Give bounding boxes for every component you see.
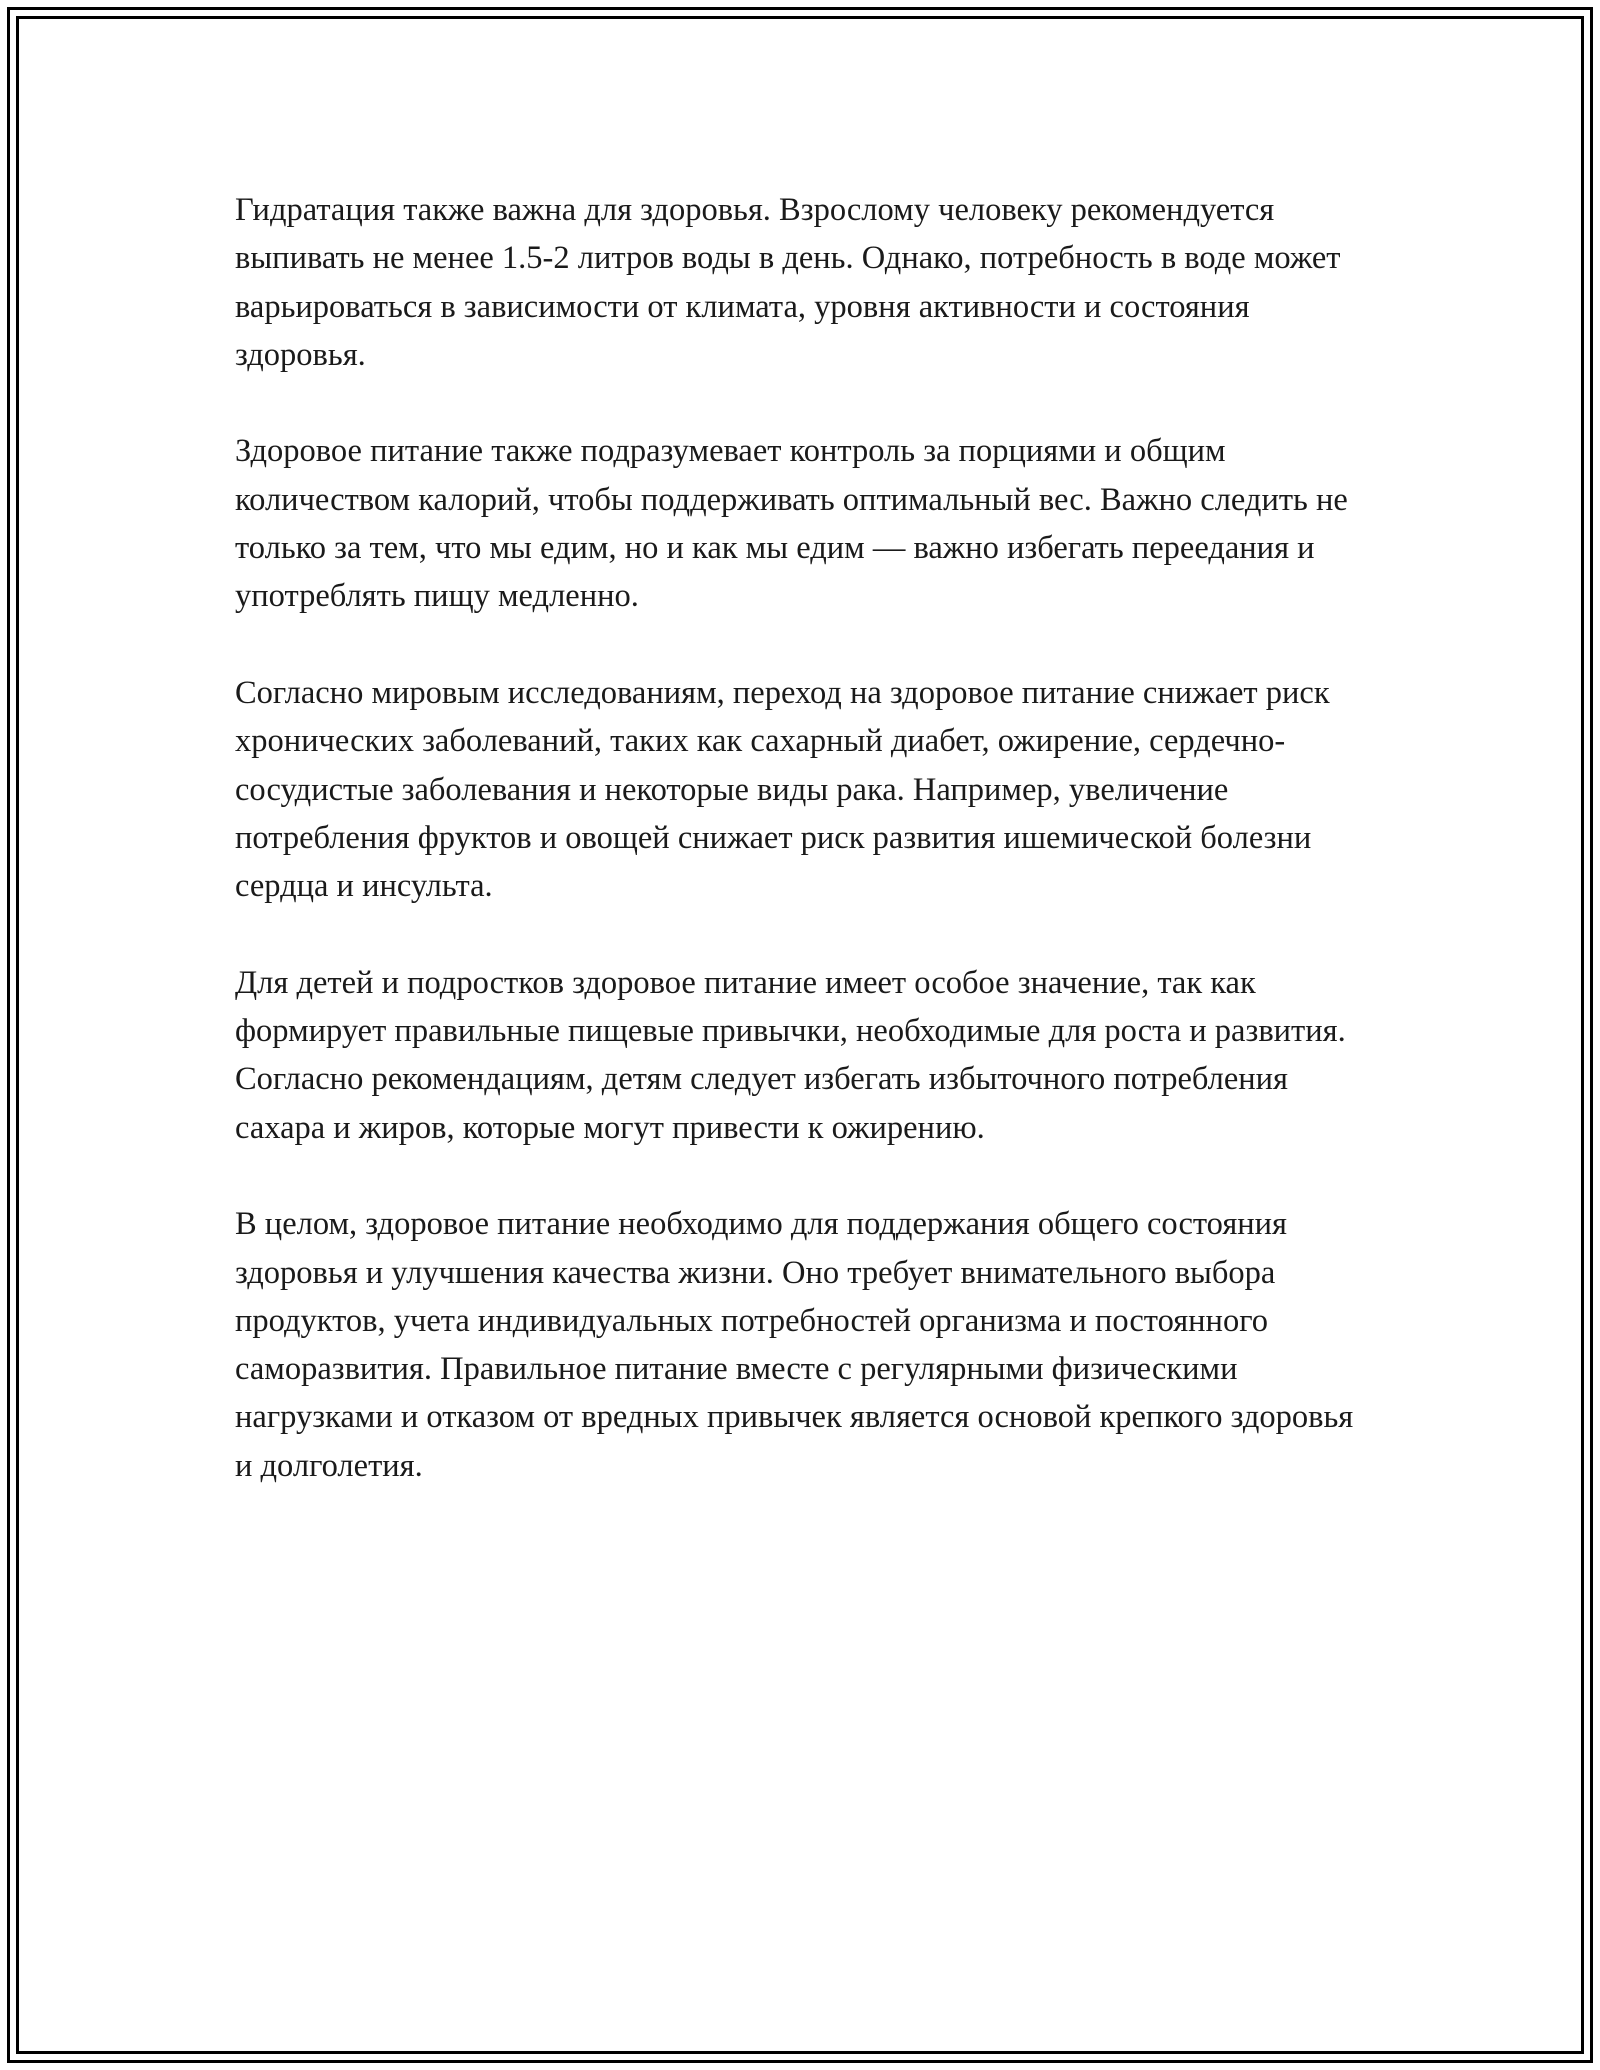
paragraph-hydration: Гидратация также важна для здоровья. Взрослому человеку рекомендуется выпивать не менее 1.5-2 литров воды в день. Однако, потребность в воде может варьироваться в зависимости от климата, уровня активности и состояния здоровья. xyxy=(235,192,1341,373)
paragraph-children: Для детей и подростков здоровое питание имеет особое значение, так как формирует правильные пищевые привычки, необходимые для роста и развития. Согласно рекомендациям, детям следует избегать избыточного потребления сахара и жиров, которые могут привести к ожирению. xyxy=(235,964,1346,1146)
paragraph-conclusion: В целом, здоровое питание необходимо для поддержания общего состояния здоровья и улучшения качества жизни. Оно требует внимательного выбора продуктов, учета индивидуальных потребностей организма и постоянного саморазвития. Правильное питание вместе с регулярными физическими нагрузками и отказом от вредных привычек является основой крепкого здоровья и долголетия. xyxy=(235,1206,1354,1484)
paragraph-portion-control: Здоровое питание также подразумевает контроль за порциями и общим количеством калорий, чтобы поддерживать оптимальный вес. Важно следить не только за тем, что мы едим, но и как мы едим — важно избегать переедания и употреблять пищу медленно. xyxy=(235,433,1348,615)
paragraph-disease-risk: Согласно мировым исследованиям, переход на здоровое питание снижает риск хронических заболеваний, таких как сахарный диабет, ожирение, сердечно-сосудистые заболевания и некоторые виды рака. Например, увеличение потребления фруктов и овощей снижает риск развития ишемической болезни сердца и инсульта. xyxy=(235,674,1330,905)
document-body xyxy=(235,186,1375,1538)
